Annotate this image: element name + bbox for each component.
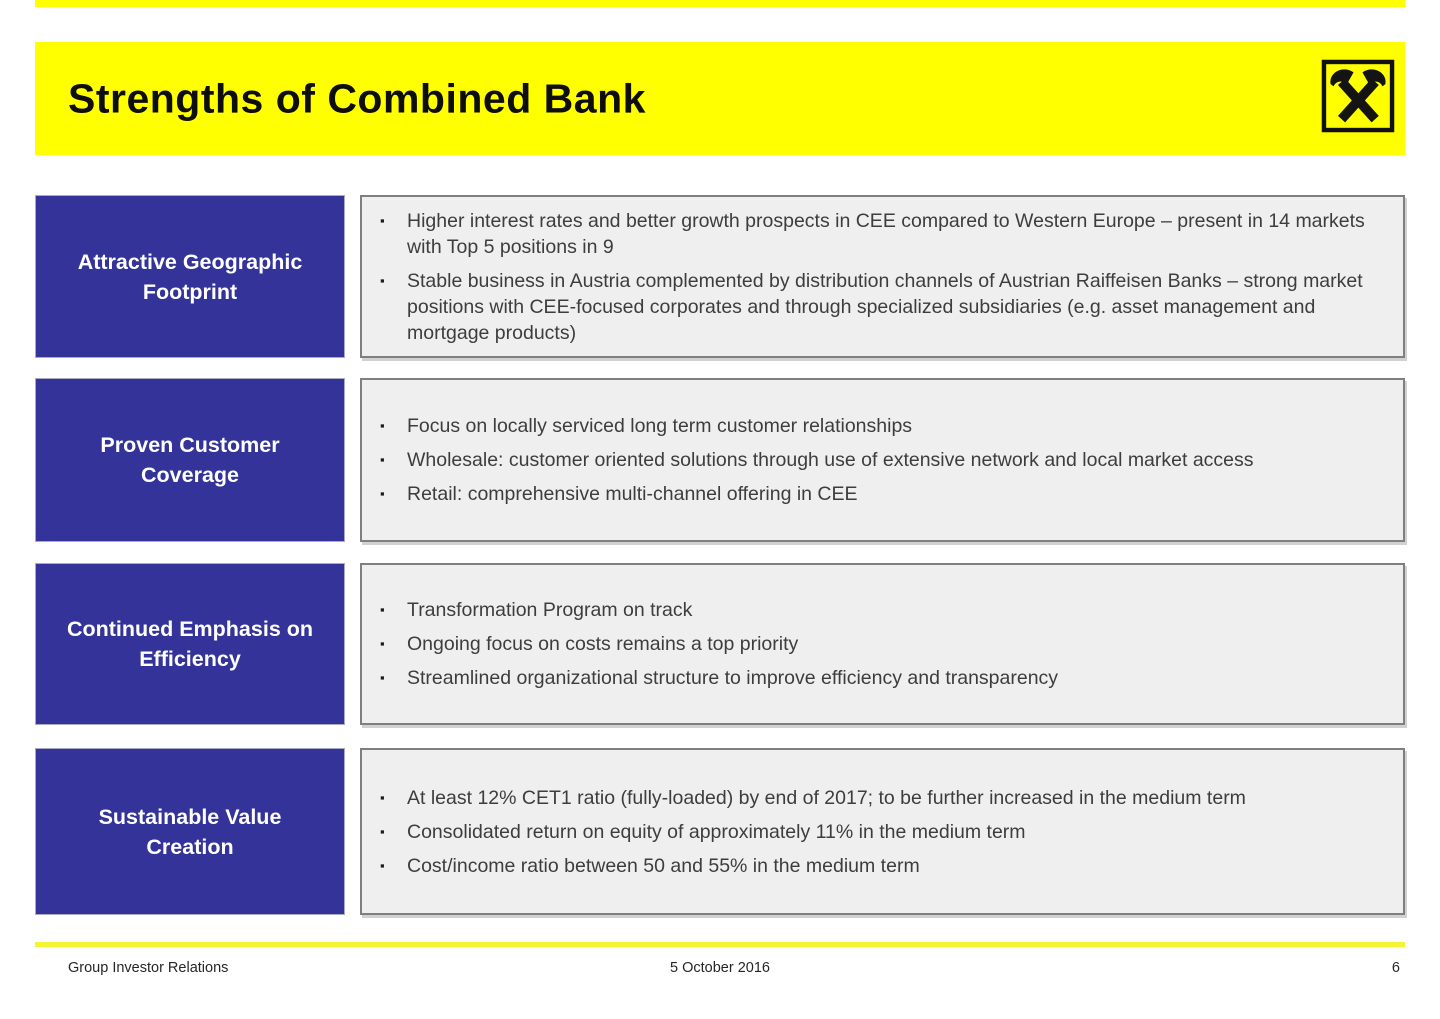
bullet-text: Streamlined organizational structure to improve efficiency and transparency xyxy=(407,667,1059,689)
bullet-item xyxy=(380,785,1377,811)
strength-heading: Sustainable Value Creation xyxy=(35,748,345,915)
footer-department: Group Investor Relations xyxy=(68,960,229,976)
strength-row-customer-coverage xyxy=(35,378,1405,542)
raiffeisen-gable-cross-icon xyxy=(1321,59,1395,133)
strength-row-geographic-footprint xyxy=(35,195,1405,358)
bullet-item xyxy=(380,597,1377,623)
bullet-item xyxy=(380,268,1377,346)
bullet-text: Transformation Program on track xyxy=(407,599,693,621)
bullet-item xyxy=(380,853,1377,879)
bullet-icon: ▪ xyxy=(380,418,385,433)
strength-row-efficiency xyxy=(35,563,1405,725)
footer-page-number: 6 xyxy=(1391,960,1400,976)
footer-accent-line xyxy=(35,942,1405,947)
bullet-icon: ▪ xyxy=(380,823,385,839)
bullet-item xyxy=(380,208,1377,260)
bullet-list xyxy=(362,769,1403,895)
bullet-item xyxy=(380,447,1377,473)
strength-heading: Continued Emphasis on Efficiency xyxy=(35,563,345,725)
page-title: Strengths of Combined Bank xyxy=(68,75,646,121)
top-accent-bar xyxy=(35,0,1405,7)
bullet-item xyxy=(380,413,1377,439)
bullet-text: Cost/income ratio between 50 and 55% in the medium term xyxy=(407,854,920,877)
footer-date: 5 October 2016 xyxy=(670,960,770,976)
bullet-list xyxy=(362,581,1403,707)
bullet-text: Ongoing focus on costs remains a top priority xyxy=(407,633,799,655)
bullet-icon: ▪ xyxy=(380,636,385,651)
bullet-item xyxy=(380,481,1377,507)
title-bar xyxy=(35,42,1405,155)
bullet-text: Higher interest rates and better growth prospects in CEE compared to Western Europe – present in 14 markets with Top 5 positions in 9 xyxy=(407,209,1365,258)
bullet-list xyxy=(362,192,1403,362)
bullet-icon: ▪ xyxy=(380,452,385,467)
bullet-list xyxy=(362,397,1403,523)
bullet-item xyxy=(380,631,1377,657)
strength-panel xyxy=(360,195,1405,358)
strength-panel xyxy=(360,563,1405,725)
strength-heading: Attractive Geographic Footprint xyxy=(35,195,345,358)
bullet-text: Focus on locally serviced long term customer relationships xyxy=(407,415,913,437)
bullet-text: At least 12% CET1 ratio (fully-loaded) by end of 2017; to be further increased in the medium term xyxy=(407,786,1246,809)
bullet-icon: ▪ xyxy=(380,789,385,805)
strength-row-value-creation xyxy=(35,748,1405,915)
bullet-icon: ▪ xyxy=(380,486,385,501)
bullet-item xyxy=(380,665,1377,691)
bullet-icon: ▪ xyxy=(380,272,385,288)
bullet-icon: ▪ xyxy=(380,670,385,685)
strength-panel xyxy=(360,378,1405,542)
slide-footer xyxy=(35,956,1405,980)
bullet-text: Stable business in Austria complemented by distribution channels of Austrian Raiffeisen Banks – strong market positions with CEE-focused corporates and through specialized subsidiaries (e.g. asset management and mortgage products) xyxy=(407,269,1363,344)
bullet-text: Wholesale: customer oriented solutions through use of extensive network and local market access xyxy=(407,449,1254,471)
bullet-text: Retail: comprehensive multi-channel offering in CEE xyxy=(407,483,858,505)
strength-heading: Proven Customer Coverage xyxy=(35,378,345,542)
strength-panel xyxy=(360,748,1405,915)
bullet-text: Consolidated return on equity of approximately 11% in the medium term xyxy=(407,820,1026,843)
bullet-icon: ▪ xyxy=(380,602,385,617)
bullet-icon: ▪ xyxy=(380,212,385,228)
bullet-icon: ▪ xyxy=(380,857,385,873)
bullet-item xyxy=(380,819,1377,845)
